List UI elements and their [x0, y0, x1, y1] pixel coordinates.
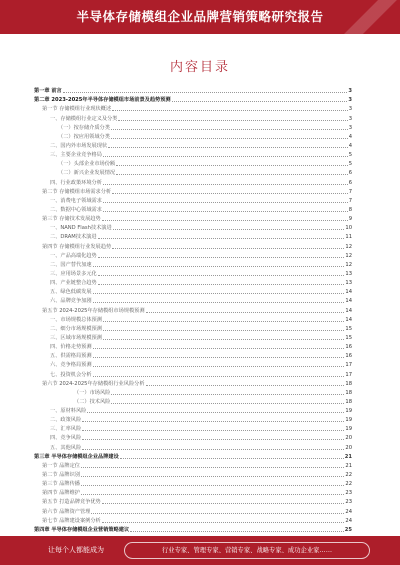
- toc-dot-leader: [111, 129, 348, 130]
- toc-entry-page: 12: [345, 243, 352, 250]
- toc-entry[interactable]: [34, 304, 352, 313]
- toc-entry[interactable]: [34, 469, 352, 478]
- toc-entry-page: 14: [345, 307, 352, 314]
- toc-entry[interactable]: [34, 85, 352, 94]
- toc-entry-label: （二）按应用领域分类: [58, 133, 110, 140]
- toc-entry-label: 五、供需格局预测: [50, 353, 92, 360]
- toc-entry-label: 第四节 存储模组行业发展趋势: [42, 243, 112, 250]
- toc-entry-page: 9: [348, 216, 352, 223]
- toc-entry-page: 24: [345, 508, 352, 515]
- toc-entry-label: 第七节 品牌建设案例分析: [42, 517, 101, 524]
- toc-entry-page: 5: [348, 161, 352, 168]
- toc-dot-leader: [91, 513, 344, 514]
- toc-dot-leader: [103, 321, 345, 322]
- toc-entry-label: 一、消费电子领域需求: [50, 197, 102, 204]
- toc-entry-page: 14: [345, 298, 352, 305]
- toc-dot-leader: [103, 330, 345, 331]
- toc-entry-label: 二、国产替代加速: [50, 261, 92, 268]
- toc-entry-label: 第一节 存储模组行业现状概述: [42, 106, 112, 113]
- toc-entry-label: 第四节 品牌维护: [42, 490, 80, 497]
- toc-entry[interactable]: [34, 158, 352, 167]
- toc-entry[interactable]: [34, 460, 352, 469]
- toc-entry-label: 一、市场规模总体预测: [50, 316, 102, 323]
- toc-entry-label: 第一节 品牌定位: [42, 462, 80, 469]
- toc-entry[interactable]: [34, 405, 352, 414]
- toc-dot-leader: [103, 184, 348, 185]
- toc-entry-page: 5: [348, 152, 352, 159]
- toc-entry-label: 二、DRAM技术演进: [50, 234, 97, 241]
- toc-entry[interactable]: [34, 423, 352, 432]
- toc-dot-leader: [103, 339, 345, 340]
- toc-entry-page: 23: [345, 499, 352, 506]
- toc-entry[interactable]: [34, 240, 352, 249]
- toc-entry-page: 11: [345, 234, 352, 241]
- toc-entry-page: 19: [345, 426, 352, 433]
- toc-entry[interactable]: [34, 167, 352, 176]
- toc-dot-leader: [103, 211, 348, 212]
- toc-entry-label: 六、品牌竞争加剧: [50, 298, 92, 305]
- toc-dot-leader: [103, 202, 348, 203]
- toc-entry[interactable]: [34, 204, 352, 213]
- toc-entry[interactable]: [34, 396, 352, 405]
- toc-entry-page: 14: [345, 289, 352, 296]
- toc-entry[interactable]: [34, 131, 352, 140]
- toc-entry-label: 四、竞争风险: [50, 435, 82, 442]
- toc-entry[interactable]: [34, 103, 352, 112]
- toc-entry[interactable]: [34, 368, 352, 377]
- toc-entry-page: 21: [345, 462, 352, 469]
- toc-entry[interactable]: [34, 213, 352, 222]
- toc-entry[interactable]: [34, 295, 352, 304]
- toc-entry[interactable]: [34, 112, 352, 121]
- toc-entry[interactable]: [34, 94, 352, 103]
- footer-tags-pill: 行业专家、管理专家、营销专家、战略专家、成功企业家……: [124, 542, 370, 559]
- toc-entry-page: 8: [348, 206, 352, 213]
- toc-entry-label: 一、存储模组行业定义及分类: [50, 115, 118, 122]
- toc-entry[interactable]: [34, 487, 352, 496]
- toc-entry-page: 10: [345, 225, 352, 232]
- toc-dot-leader: [82, 430, 344, 431]
- toc-dot-leader: [118, 120, 347, 121]
- toc-entry[interactable]: [34, 286, 352, 295]
- footer-slogan: 让每个人都能成为: [48, 546, 104, 554]
- toc-entry[interactable]: [34, 387, 352, 396]
- toc-entry-label: 第二节 品牌识别: [42, 472, 80, 479]
- toc-entry-label: （二）技术风险: [74, 398, 111, 405]
- toc-entry-label: （二）新兴企业发展情况: [58, 170, 116, 177]
- toc-entry-page: 17: [345, 362, 352, 369]
- toc-dot-leader: [112, 193, 348, 194]
- toc-heading: 内容目录: [169, 60, 230, 75]
- toc-dot-leader: [116, 174, 348, 175]
- toc-entry[interactable]: [34, 515, 352, 524]
- toc-entry-label: （一）头部企业市场份额: [58, 161, 116, 168]
- toc-entry-page: 16: [345, 344, 352, 351]
- toc-dot-leader: [93, 266, 345, 267]
- toc-dot-leader: [108, 147, 348, 148]
- toc-dot-leader: [102, 503, 345, 504]
- toc-entry-page: 12: [345, 252, 352, 259]
- toc-entry-page: 21: [344, 453, 352, 460]
- toc-entry-page: 18: [345, 398, 352, 405]
- toc-entry-label: 第三章 半导体存储模组企业品牌建设: [34, 453, 119, 460]
- toc-entry-page: 7: [348, 188, 352, 195]
- toc-entry-page: 4: [348, 142, 352, 149]
- toc-entry-page: 17: [345, 371, 352, 378]
- report-header-bar: [0, 0, 400, 34]
- toc-entry-page: 13: [345, 280, 352, 287]
- toc-entry[interactable]: [34, 478, 352, 487]
- toc-entry[interactable]: [34, 332, 352, 341]
- toc-entry[interactable]: [34, 359, 352, 368]
- toc-dot-leader: [120, 458, 344, 459]
- toc-dot-leader: [93, 302, 345, 303]
- toc-entry-label: 第五节 2024-2025年存储模组市场规模预测: [42, 307, 145, 314]
- toc-entry[interactable]: [34, 441, 352, 450]
- toc-dot-leader: [111, 394, 344, 395]
- toc-entry-page: 6: [348, 170, 352, 177]
- toc-entry[interactable]: [34, 496, 352, 505]
- toc-entry-label: 四、价格走势预测: [50, 344, 92, 351]
- toc-dot-leader: [113, 229, 345, 230]
- table-of-contents: [34, 85, 352, 533]
- toc-dot-leader: [130, 531, 344, 532]
- toc-entry-label: 二、政策风险: [50, 417, 82, 424]
- toc-entry-page: 16: [345, 353, 352, 360]
- toc-entry-label: 四、产业链整合趋势: [50, 280, 97, 287]
- toc-entry-page: 20: [345, 444, 352, 451]
- toc-dot-leader: [98, 238, 345, 239]
- toc-dot-leader: [93, 376, 345, 377]
- toc-entry-page: 3: [348, 115, 352, 122]
- toc-entry-page: 20: [345, 435, 352, 442]
- toc-entry-label: 三、汇率风险: [50, 426, 82, 433]
- toc-dot-leader: [111, 403, 344, 404]
- toc-entry-label: 五、绿色低碳发展: [50, 289, 92, 296]
- toc-dot-leader: [112, 248, 344, 249]
- toc-entry[interactable]: [34, 140, 352, 149]
- toc-dot-leader: [63, 92, 348, 93]
- toc-entry-label: 一、产品高端化趋势: [50, 252, 97, 259]
- toc-entry-page: 12: [345, 261, 352, 268]
- toc-dot-leader: [87, 412, 344, 413]
- toc-dot-leader: [82, 449, 344, 450]
- toc-entry-label: 第三节 存储技术发展趋势: [42, 216, 101, 223]
- toc-entry-page: 3: [348, 106, 352, 113]
- toc-entry-label: 二、国内外市场发展现状: [50, 142, 108, 149]
- toc-entry[interactable]: [34, 378, 352, 387]
- toc-dot-leader: [81, 485, 344, 486]
- toc-entry-label: 二、数据中心领域需求: [50, 206, 102, 213]
- toc-entry-page: 19: [345, 408, 352, 415]
- toc-entry-label: 三、区域市场规模预测: [50, 334, 102, 341]
- toc-dot-leader: [103, 156, 348, 157]
- footer-bar: [0, 536, 400, 565]
- toc-entry-page: 7: [348, 197, 352, 204]
- toc-dot-leader: [81, 476, 344, 477]
- toc-dot-leader: [93, 357, 345, 358]
- toc-entry[interactable]: [34, 259, 352, 268]
- toc-dot-leader: [116, 165, 348, 166]
- toc-entry-page: 4: [348, 133, 352, 140]
- toc-dot-leader: [172, 101, 348, 102]
- toc-entry-label: 第六节 2024-2025年存储模组行业风险分析: [42, 380, 145, 387]
- toc-entry-label: 七、投资机会分析: [50, 371, 92, 378]
- toc-entry-page: 14: [345, 316, 352, 323]
- toc-dot-leader: [82, 439, 344, 440]
- toc-dot-leader: [146, 385, 345, 386]
- toc-entry-page: 3: [348, 124, 352, 131]
- toc-entry-label: 第二节 存储模组市场需求分析: [42, 188, 112, 195]
- toc-entry[interactable]: [34, 186, 352, 195]
- toc-entry[interactable]: [34, 414, 352, 423]
- toc-entry-page: 23: [345, 490, 352, 497]
- toc-dot-leader: [98, 284, 345, 285]
- toc-dot-leader: [93, 293, 345, 294]
- toc-entry-page: 22: [345, 481, 352, 488]
- toc-entry[interactable]: [34, 341, 352, 350]
- toc-entry-label: 四、行业政策环境分析: [50, 179, 102, 186]
- toc-entry-label: 第六节 品牌资产管理: [42, 508, 91, 515]
- toc-entry[interactable]: [34, 277, 352, 286]
- toc-entry-page: 13: [345, 270, 352, 277]
- toc-entry[interactable]: [34, 323, 352, 332]
- toc-dot-leader: [111, 138, 348, 139]
- toc-entry-page: 18: [345, 380, 352, 387]
- toc-entry-label: 五、其他风险: [50, 444, 82, 451]
- toc-dot-leader: [81, 467, 344, 468]
- toc-entry-page: 3: [348, 97, 352, 104]
- toc-dot-leader: [98, 275, 345, 276]
- toc-entry-label: 二、细分市场规模预测: [50, 325, 102, 332]
- toc-entry-label: 三、主要企业竞争格局: [50, 152, 102, 159]
- toc-entry-label: 一、原材料风险: [50, 408, 87, 415]
- toc-entry-page: 18: [345, 389, 352, 396]
- toc-dot-leader: [112, 110, 348, 111]
- report-title: 半导体存储模组企业品牌营销策略研究报告: [76, 9, 324, 24]
- toc-dot-leader: [93, 366, 345, 367]
- toc-entry-page: 22: [345, 472, 352, 479]
- toc-entry[interactable]: [34, 505, 352, 514]
- toc-dot-leader: [146, 312, 345, 313]
- toc-entry-label: 六、竞争格局预测: [50, 362, 92, 369]
- toc-entry[interactable]: [34, 314, 352, 323]
- toc-entry-label: （一）市场风险: [74, 389, 111, 396]
- toc-entry[interactable]: [34, 195, 352, 204]
- toc-entry-label: 三、应用场景多元化: [50, 270, 97, 277]
- toc-entry[interactable]: [34, 432, 352, 441]
- toc-entry-page: 6: [348, 179, 352, 186]
- toc-entry[interactable]: [34, 451, 352, 460]
- toc-entry[interactable]: [34, 268, 352, 277]
- toc-dot-leader: [102, 220, 348, 221]
- toc-dot-leader: [81, 494, 344, 495]
- toc-entry-label: 第二章 2023-2025年半导体存储模组市场前景及趋势预测: [34, 97, 171, 104]
- toc-dot-leader: [82, 421, 344, 422]
- toc-entry[interactable]: [34, 122, 352, 131]
- toc-entry[interactable]: [34, 350, 352, 359]
- toc-entry-page: 15: [345, 325, 352, 332]
- toc-entry-page: 25: [344, 526, 352, 533]
- toc-entry[interactable]: [34, 149, 352, 158]
- toc-dot-leader: [98, 257, 345, 258]
- toc-entry[interactable]: [34, 231, 352, 240]
- toc-entry-label: 第五节 打造品牌竞争优势: [42, 499, 101, 506]
- toc-dot-leader: [102, 522, 345, 523]
- toc-entry-page: 19: [345, 417, 352, 424]
- toc-entry-page: 3: [348, 88, 352, 95]
- toc-entry-page: 24: [345, 517, 352, 524]
- toc-entry[interactable]: [34, 524, 352, 533]
- toc-entry[interactable]: [34, 222, 352, 231]
- toc-entry-label: 第四章 半导体存储模组企业营销策略建议: [34, 526, 130, 533]
- toc-entry-label: 第一章 前言: [34, 88, 62, 95]
- toc-dot-leader: [93, 348, 345, 349]
- toc-entry[interactable]: [34, 176, 352, 185]
- toc-entry-label: （一）按存储介质分类: [58, 124, 110, 131]
- toc-entry[interactable]: [34, 250, 352, 259]
- toc-entry-page: 15: [345, 334, 352, 341]
- toc-entry-label: 第三节 品牌传播: [42, 481, 80, 488]
- toc-entry-label: 一、NAND Flash技术演进: [50, 225, 112, 232]
